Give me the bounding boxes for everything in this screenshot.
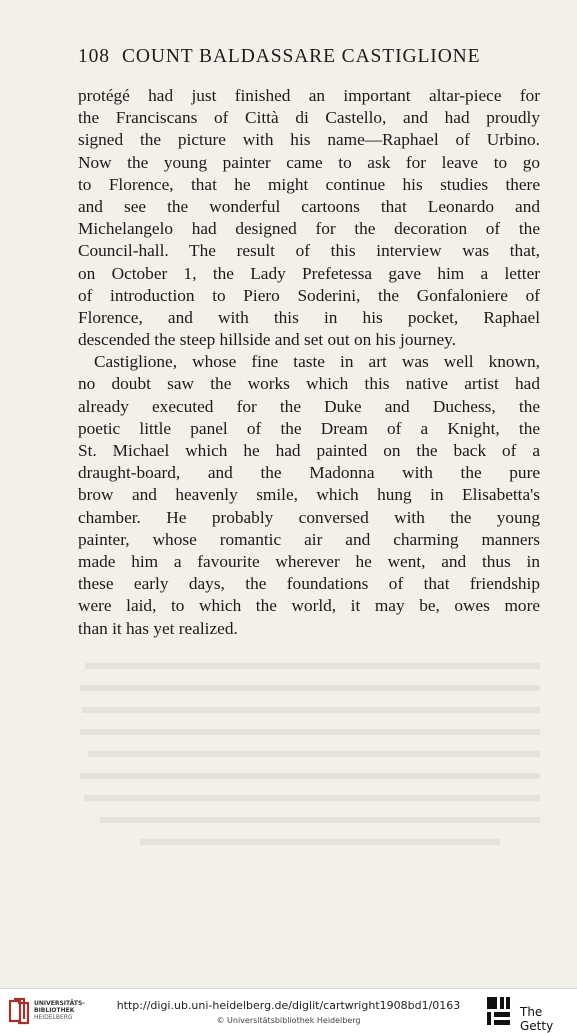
text-line: and see the wonderful cartoons that Leonardo and: [78, 196, 540, 216]
text-line: descended the steep hillside and set out on his journey.: [78, 330, 457, 350]
library-name: UNIVERSITÄTS- BIBLIOTHEK HEIDELBERG: [34, 1000, 85, 1021]
text-line: signed the picture with his name—Raphael of Urbino.: [78, 130, 540, 150]
text-line: Now the young painter came to ask for leave to go: [78, 152, 540, 172]
show-through-shading: [80, 655, 540, 872]
text-line: of introduction to Piero Soderini, the Gonfaloniere of: [78, 285, 540, 305]
text-line: protégé had just finished an important altar-piece for: [78, 86, 540, 105]
show-through-lines: [80, 655, 540, 865]
getty-logo-icon: [486, 996, 512, 1026]
copyright-notice: © Universitätsbibliothek Heidelberg: [216, 1016, 361, 1025]
text-line: were laid, to which the world, it may be, owes more: [78, 596, 540, 616]
running-title: COUNT BALDASSARE CASTIGLIONE: [121, 46, 481, 67]
text-line: than it has yet realized.: [78, 618, 238, 638]
permalink-url[interactable]: http://digi.ub.uni-heidelberg.de/diglit/cartwright1908bd1/0163: [116, 999, 461, 1012]
text-line: made him a favourite wherever he went, and thus in: [78, 551, 540, 571]
partner-name: The Getty: [520, 1005, 554, 1033]
text-line: painter, whose romantic air and charming manners: [78, 529, 540, 549]
text-line: already executed for the Duke and Duchess, the: [78, 396, 540, 416]
text-line: brow and heavenly smile, which hung in Elisabetta's: [78, 485, 540, 505]
text-line: the Franciscans of Città di Castello, and had proudly: [78, 108, 540, 128]
text-line: these early days, the foundations of that friendship: [78, 574, 540, 594]
text-line: on October 1, the Lady Prefetessa gave him a letter: [78, 263, 540, 283]
text-line: Michelangelo had designed for the decoration of the: [78, 219, 540, 239]
body-text: [78, 85, 540, 640]
text-line: no doubt saw the works which this native artist had: [78, 374, 540, 394]
text-line: Florence, and with this in his pocket, Raphael: [78, 307, 540, 327]
viewer-footer: [0, 988, 577, 1033]
text-line: Castiglione, whose fine taste in art was well known,: [94, 352, 540, 372]
text-line: chamber. He probably conversed with the young: [78, 507, 540, 527]
page-number: 108: [78, 46, 110, 67]
running-header: [78, 46, 538, 68]
text-line: St. Michael which he had painted on the back of a: [78, 441, 540, 460]
text-line: draught-board, and the Madonna with the pure: [78, 463, 540, 483]
text-line: to Florence, that he might continue his studies there: [78, 174, 540, 194]
text-line: Council-hall. The result of this interview was that,: [78, 241, 540, 261]
text-line: poetic little panel of the Dream of a Knight, the: [78, 418, 540, 438]
